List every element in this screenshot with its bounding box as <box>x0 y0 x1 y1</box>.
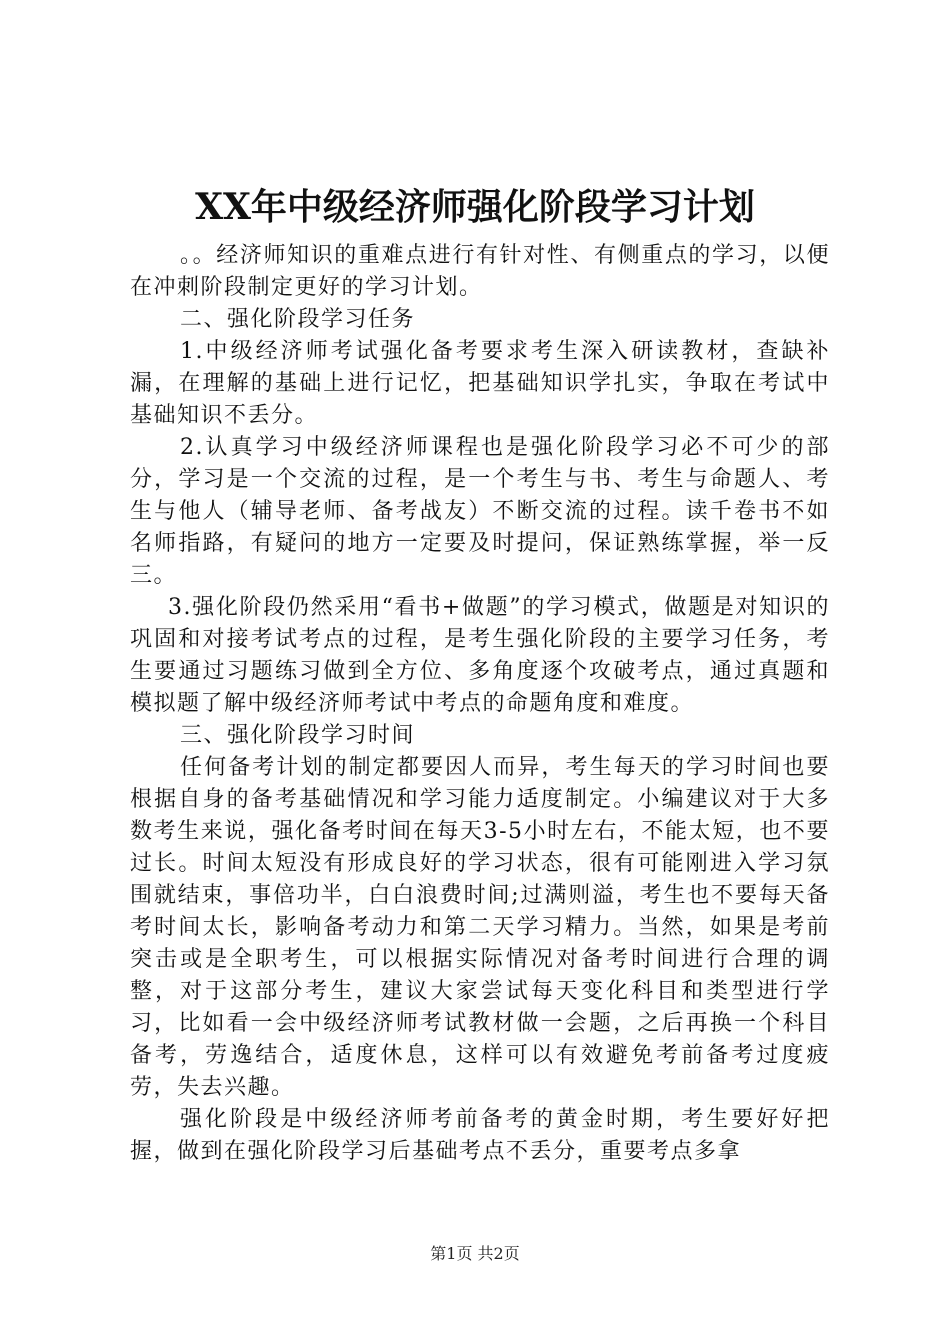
section-heading-tasks: 二、强化阶段学习任务 <box>180 307 416 332</box>
paragraph-task-2: 2.认真学习中级经济师课程也是强化阶段学习必不可少的部分，学习是一个交流的过程，是一个考生与书、考生与命题人、考生与他人（辅导老师、备考战友）不断交流的过程。读千卷书不如名师指路，有疑问的地方一定要及时提问，保证熟练掌握，举一反三。 <box>130 435 830 588</box>
document-body <box>130 240 830 1168</box>
paragraph-time: 任何备考计划的制定都要因人而异，考生每天的学习时间也要根据自身的备考基础情况和学习能力适度制定。小编建议对于大多数考生来说，强化备考时间在每天3-5小时左右，不能太短，也不要过长。时间太短没有形成良好的学习状态，很有可能刚进入学习氛围就结束，事倍功半，白白浪费时间;过满则溢，考生也不要每天备考时间太长，影响备考动力和第二天学习精力。当然，如果是考前突击或是全职考生，可以根据实际情况对备考时间进行合理的调整，对于这部分考生，建议大家尝试每天变化科目和类型进行学习，比如看一会中级经济师考试教材做一会题，之后再换一个科目备考，劳逸结合，适度休息，这样可以有效避免考前备考过度疲劳，失去兴趣。 <box>130 755 830 1100</box>
paragraph-conclusion: 强化阶段是中级经济师考前备考的黄金时期，考生要好好把握，做到在强化阶段学习后基础考点不丢分，重要考点多拿 <box>130 1107 830 1164</box>
paragraph-task-3: 3.强化阶段仍然采用“看书+做题”的学习模式，做题是对知识的巩固和对接考试考点的过程，是考生强化阶段的主要学习任务，考生要通过习题练习做到全方位、多角度逐个攻破考点，通过真题和模拟题了解中级经济师考试中考点的命题角度和难度。 <box>130 595 830 716</box>
document-title: XX年中级经济师强化阶段学习计划 <box>195 186 755 228</box>
paragraph-intro: 。。经济师知识的重难点进行有针对性、有侧重点的学习，以便在冲刺阶段制定更好的学习计划。 <box>130 243 830 300</box>
section-heading-time: 三、强化阶段学习时间 <box>180 723 416 748</box>
paragraph-task-1: 1.中级经济师考试强化备考要求考生深入研读教材，查缺补漏，在理解的基础上进行记忆，把基础知识学扎实，争取在考试中基础知识不丢分。 <box>130 339 830 428</box>
page-footer: 第1页 共2页 <box>430 1244 520 1263</box>
